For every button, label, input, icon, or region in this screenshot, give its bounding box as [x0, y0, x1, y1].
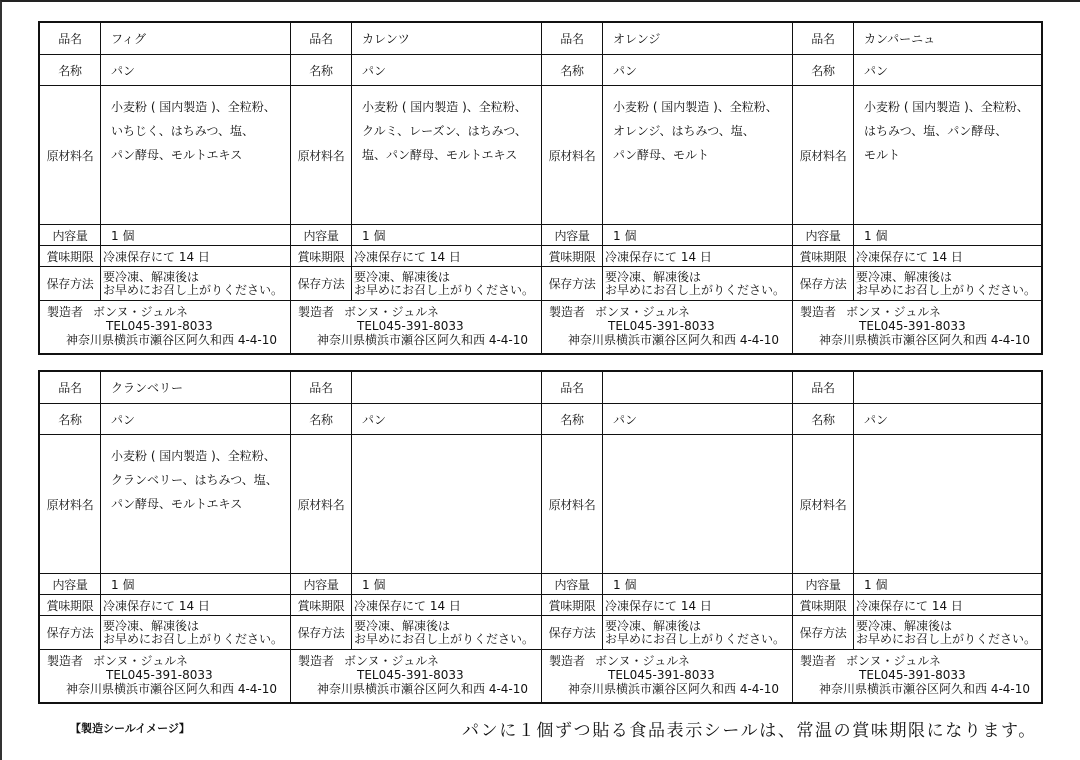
storage-value: 要冷凍、解凍後は お早めにお召し上がりください。 — [103, 269, 284, 297]
expiry-value: 冷凍保存にて 14 日 — [856, 598, 963, 613]
product-name-value: カレンツ — [362, 32, 410, 46]
type-value: パン — [362, 412, 387, 427]
expiry-key: 賞味期限 — [542, 595, 603, 615]
maker-address: 神奈川県横浜市瀬谷区阿久和西 4-4-10 — [66, 333, 278, 347]
product-name-key: 品名 — [793, 23, 854, 54]
maker-name: ボンヌ・ジュルネ — [846, 654, 941, 668]
ingredients-value — [603, 435, 792, 573]
type-value: パン — [864, 412, 889, 427]
maker-key: 製造者 — [549, 305, 586, 319]
maker-address: 神奈川県横浜市瀬谷区阿久和西 4-4-10 — [568, 682, 780, 696]
ingredients-key: 原材料名 — [291, 435, 352, 573]
storage-key: 保存方法 — [291, 616, 352, 649]
storage-value: 要冷凍、解凍後は お早めにお召し上がりください。 — [354, 269, 535, 297]
ingredients-value: 小麦粉 ( 国内製造 )、全粒粉、 クルミ、レーズン、はちみつ、 塩、パン酵母、モルトエキス — [362, 100, 527, 162]
type-value: パン — [111, 412, 136, 427]
sticker-image-caption: 【製造シールイメージ】 — [70, 722, 190, 735]
food-label-4 — [793, 23, 1041, 353]
maker-address: 神奈川県横浜市瀬谷区阿久和西 4-4-10 — [317, 333, 529, 347]
maker-block — [793, 301, 1041, 353]
expiry-key: 賞味期限 — [291, 246, 352, 266]
storage-key: 保存方法 — [542, 616, 603, 649]
storage-value: 要冷凍、解凍後は お早めにお召し上がりください。 — [103, 618, 284, 646]
product-name-value — [352, 372, 541, 403]
maker-tel: TEL045-391-8033 — [608, 668, 715, 682]
quantity-key: 内容量 — [40, 225, 101, 245]
ingredients-value: 小麦粉 ( 国内製造 )、全粒粉、 クランベリー、はちみつ、塩、 パン酵母、モルトエキス — [111, 449, 278, 511]
food-label-3 — [542, 23, 793, 353]
type-value: パン — [613, 63, 638, 78]
ingredients-value — [352, 435, 541, 573]
quantity-value: 1 個 — [864, 228, 888, 243]
product-name-key: 品名 — [542, 23, 603, 54]
ingredients-key: 原材料名 — [40, 86, 101, 224]
maker-block — [291, 650, 541, 702]
product-name-value — [603, 372, 792, 403]
maker-address: 神奈川県横浜市瀬谷区阿久和西 4-4-10 — [819, 682, 1031, 696]
type-key: 名称 — [542, 404, 603, 434]
type-value: パン — [613, 412, 638, 427]
storage-key: 保存方法 — [793, 616, 854, 649]
type-key: 名称 — [40, 55, 101, 85]
expiry-key: 賞味期限 — [291, 595, 352, 615]
food-label-1 — [40, 23, 291, 353]
maker-key: 製造者 — [47, 305, 84, 319]
storage-value: 要冷凍、解凍後は お早めにお召し上がりください。 — [856, 618, 1037, 646]
type-key: 名称 — [793, 55, 854, 85]
maker-block — [793, 650, 1041, 702]
quantity-key: 内容量 — [291, 574, 352, 594]
ingredients-value: 小麦粉 ( 国内製造 )、全粒粉、 はちみつ、塩、パン酵母、 モルト — [864, 100, 1029, 162]
maker-name: ボンヌ・ジュルネ — [846, 305, 941, 319]
storage-key: 保存方法 — [793, 267, 854, 300]
type-value: パン — [864, 63, 889, 78]
maker-block — [40, 650, 290, 702]
maker-block — [40, 301, 290, 353]
expiry-value: 冷凍保存にて 14 日 — [605, 598, 712, 613]
maker-tel: TEL045-391-8033 — [859, 319, 966, 333]
food-label-5 — [40, 372, 291, 702]
type-value: パン — [111, 63, 136, 78]
storage-key: 保存方法 — [542, 267, 603, 300]
ingredients-key: 原材料名 — [542, 86, 603, 224]
quantity-key: 内容量 — [793, 574, 854, 594]
label-sheet-row-1 — [38, 21, 1043, 355]
quantity-key: 内容量 — [542, 574, 603, 594]
quantity-value: 1 個 — [362, 577, 386, 592]
expiry-key: 賞味期限 — [40, 246, 101, 266]
food-label-2 — [291, 23, 542, 353]
storage-key: 保存方法 — [40, 267, 101, 300]
label-sheet-row-2 — [38, 370, 1043, 704]
maker-address: 神奈川県横浜市瀬谷区阿久和西 4-4-10 — [317, 682, 529, 696]
maker-key: 製造者 — [298, 654, 335, 668]
expiry-value: 冷凍保存にて 14 日 — [103, 249, 210, 264]
type-key: 名称 — [542, 55, 603, 85]
product-name-value: フィグ — [111, 32, 147, 46]
expiry-value: 冷凍保存にて 14 日 — [354, 598, 461, 613]
product-name-key: 品名 — [542, 372, 603, 403]
maker-key: 製造者 — [800, 654, 837, 668]
maker-key: 製造者 — [47, 654, 84, 668]
product-name-value — [854, 372, 1041, 403]
food-label-7 — [542, 372, 793, 702]
product-name-key: 品名 — [40, 23, 101, 54]
expiry-key: 賞味期限 — [40, 595, 101, 615]
quantity-value: 1 個 — [613, 228, 637, 243]
maker-name: ボンヌ・ジュルネ — [595, 305, 690, 319]
ingredients-key: 原材料名 — [40, 435, 101, 573]
maker-block — [542, 650, 792, 702]
maker-address: 神奈川県横浜市瀬谷区阿久和西 4-4-10 — [819, 333, 1031, 347]
expiry-key: 賞味期限 — [542, 246, 603, 266]
maker-block — [542, 301, 792, 353]
type-key: 名称 — [40, 404, 101, 434]
quantity-value: 1 個 — [362, 228, 386, 243]
maker-address: 神奈川県横浜市瀬谷区阿久和西 4-4-10 — [568, 333, 780, 347]
product-name-key: 品名 — [793, 372, 854, 403]
quantity-value: 1 個 — [864, 577, 888, 592]
ingredients-key: 原材料名 — [542, 435, 603, 573]
quantity-value: 1 個 — [613, 577, 637, 592]
storage-value: 要冷凍、解凍後は お早めにお召し上がりください。 — [605, 269, 786, 297]
product-name-key: 品名 — [291, 23, 352, 54]
type-key: 名称 — [291, 404, 352, 434]
ingredients-value — [854, 435, 1041, 573]
maker-key: 製造者 — [298, 305, 335, 319]
type-value: パン — [362, 63, 387, 78]
quantity-key: 内容量 — [291, 225, 352, 245]
maker-key: 製造者 — [800, 305, 837, 319]
maker-tel: TEL045-391-8033 — [106, 668, 213, 682]
product-name-value: カンパーニュ — [864, 32, 936, 46]
expiry-value: 冷凍保存にて 14 日 — [605, 249, 712, 264]
maker-tel: TEL045-391-8033 — [608, 319, 715, 333]
ingredients-key: 原材料名 — [793, 435, 854, 573]
maker-name: ボンヌ・ジュルネ — [344, 654, 439, 668]
maker-tel: TEL045-391-8033 — [357, 668, 464, 682]
product-name-value: クランベリー — [111, 381, 184, 395]
ingredients-key: 原材料名 — [793, 86, 854, 224]
storage-key: 保存方法 — [40, 616, 101, 649]
expiry-key: 賞味期限 — [793, 246, 854, 266]
shelf-life-notice: パンに１個ずつ貼る食品表示シールは、常温の賞味期限になります。 — [462, 721, 1037, 741]
food-label-6 — [291, 372, 542, 702]
product-name-value: オレンジ — [613, 32, 661, 46]
maker-name: ボンヌ・ジュルネ — [344, 305, 439, 319]
type-key: 名称 — [793, 404, 854, 434]
maker-tel: TEL045-391-8033 — [357, 319, 464, 333]
storage-value: 要冷凍、解凍後は お早めにお召し上がりください。 — [354, 618, 535, 646]
quantity-value: 1 個 — [111, 577, 135, 592]
expiry-value: 冷凍保存にて 14 日 — [103, 598, 210, 613]
maker-key: 製造者 — [549, 654, 586, 668]
quantity-value: 1 個 — [111, 228, 135, 243]
ingredients-value: 小麦粉 ( 国内製造 )、全粒粉、 いちじく、はちみつ、塩、 パン酵母、モルトエキス — [111, 100, 276, 162]
quantity-key: 内容量 — [793, 225, 854, 245]
maker-name: ボンヌ・ジュルネ — [595, 654, 690, 668]
ingredients-key: 原材料名 — [291, 86, 352, 224]
storage-value: 要冷凍、解凍後は お早めにお召し上がりください。 — [856, 269, 1037, 297]
product-name-key: 品名 — [291, 372, 352, 403]
maker-tel: TEL045-391-8033 — [106, 319, 213, 333]
quantity-key: 内容量 — [40, 574, 101, 594]
product-name-key: 品名 — [40, 372, 101, 403]
type-key: 名称 — [291, 55, 352, 85]
expiry-value: 冷凍保存にて 14 日 — [354, 249, 461, 264]
quantity-key: 内容量 — [542, 225, 603, 245]
food-label-8 — [793, 372, 1041, 702]
maker-name: ボンヌ・ジュルネ — [93, 654, 188, 668]
storage-value: 要冷凍、解凍後は お早めにお召し上がりください。 — [605, 618, 786, 646]
ingredients-value: 小麦粉 ( 国内製造 )、全粒粉、 オレンジ、はちみつ、塩、 パン酵母、モルト — [613, 100, 778, 162]
maker-block — [291, 301, 541, 353]
maker-tel: TEL045-391-8033 — [859, 668, 966, 682]
maker-address: 神奈川県横浜市瀬谷区阿久和西 4-4-10 — [66, 682, 278, 696]
expiry-value: 冷凍保存にて 14 日 — [856, 249, 963, 264]
maker-name: ボンヌ・ジュルネ — [93, 305, 188, 319]
expiry-key: 賞味期限 — [793, 595, 854, 615]
storage-key: 保存方法 — [291, 267, 352, 300]
